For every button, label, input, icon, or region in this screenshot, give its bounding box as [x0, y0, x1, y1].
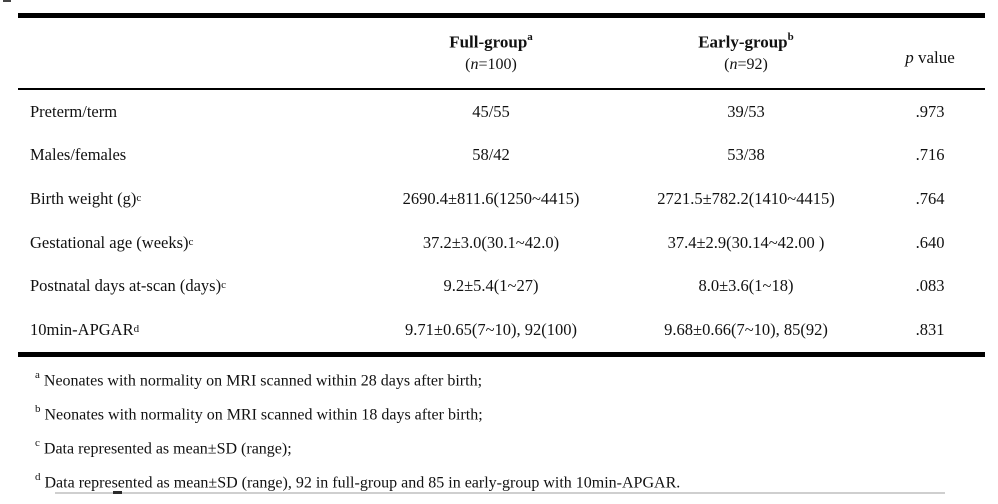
footnote-text: Data represented as mean±SD (range), 92 in full-group and 85 in early-group with 10min-APGAR.	[44, 474, 681, 492]
early-group-title	[698, 30, 794, 52]
p-value: .764	[915, 189, 945, 209]
p-value: .640	[915, 232, 945, 252]
full-group-value: 45/55	[472, 101, 510, 121]
header-full-group	[365, 18, 617, 88]
row-label	[18, 308, 365, 352]
paren: (	[724, 56, 730, 74]
footnote	[35, 400, 483, 425]
row-footnote-mark: d	[133, 323, 140, 336]
table-bottom-rule	[18, 352, 985, 357]
full-group-value: 9.2±5.4(1~27)	[443, 276, 539, 296]
row-footnote-mark: c	[221, 279, 226, 292]
row-label-text: Birth weight (g)	[30, 189, 137, 209]
row-label	[18, 221, 365, 265]
p-value: .716	[915, 145, 945, 165]
row-label	[18, 177, 365, 221]
scan-artifact-mark	[3, 0, 11, 2]
table-body	[18, 90, 985, 352]
full-group-n	[465, 57, 517, 73]
n-count: =92)	[737, 56, 768, 74]
n-symbol: n	[470, 56, 479, 74]
next-table-edge-mark	[113, 491, 122, 494]
p-value: .973	[915, 101, 945, 121]
footnote-mark: b	[35, 403, 41, 415]
full-group-label: Full-group	[449, 32, 528, 52]
footnote-mark: d	[35, 471, 41, 483]
early-group-value: 8.0±3.6(1~18)	[698, 276, 794, 296]
p-value: .831	[915, 320, 945, 340]
early-group-value: 37.4±2.9(30.14~42.00 )	[667, 232, 825, 252]
early-group-value: 53/38	[727, 145, 765, 165]
early-group-n	[724, 57, 768, 73]
full-group-value: 9.71±0.65(7~10), 92(100)	[405, 320, 577, 340]
full-group-value: 58/42	[472, 145, 510, 165]
n-count: =100)	[478, 56, 517, 74]
footnote-text: Neonates with normality on MRI scanned within 18 days after birth;	[44, 406, 483, 424]
footnote-text: Neonates with normality on MRI scanned within 28 days after birth;	[43, 372, 483, 390]
early-group-footnote-mark: b	[787, 30, 794, 43]
full-group-value: 2690.4±811.6(1250~4415)	[402, 189, 580, 209]
p-symbol: p	[905, 48, 914, 67]
footnote-mark: a	[35, 369, 40, 381]
row-footnote-mark: c	[136, 192, 142, 205]
footnote-text: Data represented as mean±SD (range);	[43, 440, 292, 458]
table-header-row	[18, 18, 985, 88]
early-group-value: 9.68±0.66(7~10), 85(92)	[664, 320, 828, 340]
early-group-value: 2721.5±782.2(1410~4415)	[657, 189, 835, 209]
paren: (	[465, 56, 471, 74]
row-label	[18, 90, 365, 134]
row-label-text: Preterm/term	[30, 101, 118, 121]
early-group-label: Early-group	[698, 32, 788, 52]
footnote-mark: c	[35, 437, 40, 449]
next-table-edge-rule	[55, 492, 945, 494]
p-value: .083	[915, 276, 945, 296]
row-footnote-mark: c	[188, 235, 194, 248]
footnote	[35, 366, 482, 391]
row-label	[18, 265, 365, 309]
row-label	[18, 134, 365, 178]
n-symbol: n	[729, 56, 738, 74]
row-label-text: Postnatal days at-scan (days)	[30, 276, 222, 296]
footnote	[35, 468, 680, 493]
row-label-text: Males/females	[30, 145, 127, 165]
full-group-value: 37.2±3.0(30.1~42.0)	[422, 232, 560, 252]
p-value-word: value	[913, 48, 955, 67]
header-p-value	[875, 18, 985, 88]
header-empty-cell	[18, 18, 365, 88]
full-group-footnote-mark: a	[527, 30, 533, 43]
header-early-group	[617, 18, 875, 88]
row-label-text: 10min-APGAR	[30, 320, 134, 340]
footnote	[35, 434, 292, 459]
early-group-value: 39/53	[727, 101, 765, 121]
p-value-title	[905, 38, 955, 68]
row-label-text: Gestational age (weeks)	[30, 232, 189, 252]
full-group-title	[449, 30, 533, 52]
